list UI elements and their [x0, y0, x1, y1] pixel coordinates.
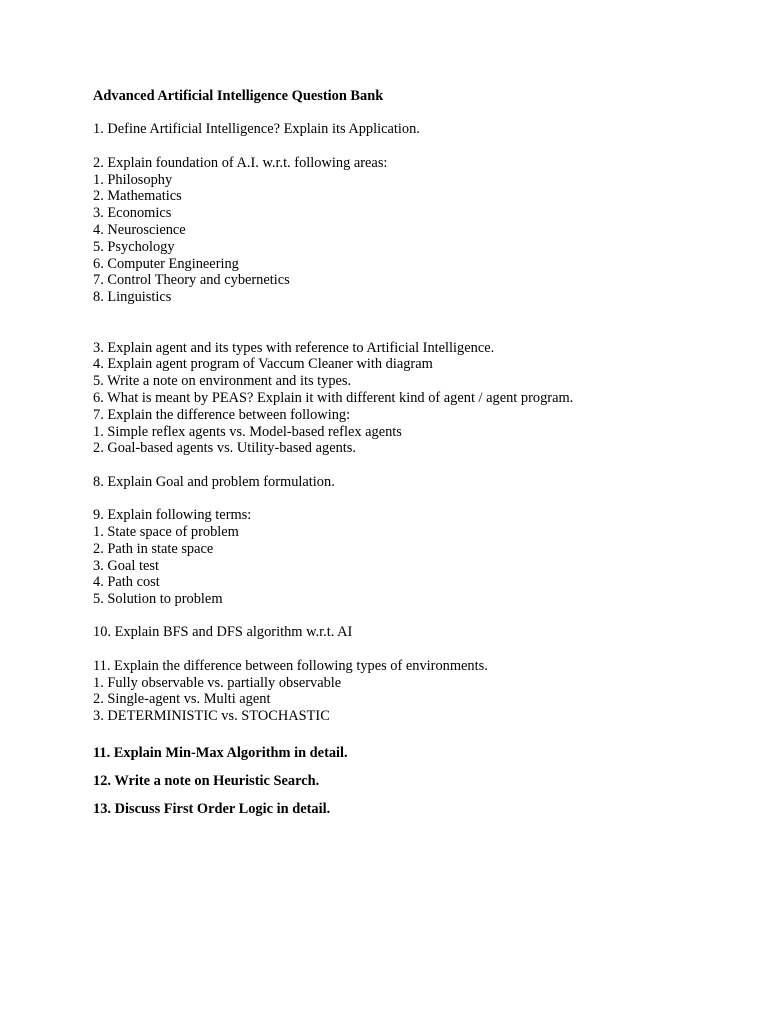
- question-2-item: 2. Mathematics: [93, 188, 182, 205]
- spacer: [93, 790, 733, 801]
- question-7-item: 1. Simple reflex agents vs. Model-based reflex agents: [93, 423, 402, 440]
- question-5: 5. Write a note on environment and its types.: [93, 373, 352, 390]
- spacer: [93, 457, 733, 474]
- spacer: [93, 491, 733, 508]
- question-11-item: 2. Single-agent vs. Multi agent: [93, 691, 271, 708]
- question-9: 9. Explain following terms:: [93, 507, 252, 524]
- question-1: 1. Define Artificial Intelligence? Explain its Application.: [93, 121, 420, 138]
- question-2-item: 6. Computer Engineering: [93, 255, 239, 272]
- question-7: 7. Explain the difference between following:: [93, 406, 351, 423]
- question-9-item: 4. Path cost: [93, 574, 160, 591]
- question-2-item: 1. Philosophy: [93, 171, 173, 188]
- question-9-item: 5. Solution to problem: [93, 591, 223, 608]
- spacer: [93, 138, 733, 155]
- question-2-item: 5. Psychology: [93, 238, 175, 255]
- question-bank-page: [93, 88, 733, 817]
- question-2: 2. Explain foundation of A.I. w.r.t. following areas:: [93, 154, 388, 171]
- question-2-item: 8. Linguistics: [93, 289, 172, 306]
- question-7-item: 2. Goal-based agents vs. Utility-based agents.: [93, 440, 356, 457]
- question-9-item: 2. Path in state space: [93, 540, 214, 557]
- spacer: [93, 608, 733, 625]
- question-9-item: 3. Goal test: [93, 557, 159, 574]
- question-10: 10. Explain BFS and DFS algorithm w.r.t. AI: [93, 624, 353, 641]
- spacer: [93, 725, 733, 745]
- question-11: 11. Explain the difference between following types of environments.: [93, 657, 488, 674]
- question-13: 13. Discuss First Order Logic in detail.: [93, 800, 331, 817]
- question-2-item: 3. Economics: [93, 205, 172, 222]
- question-11-minmax: 11. Explain Min-Max Algorithm in detail.: [93, 745, 348, 762]
- spacer: [93, 762, 733, 773]
- spacer: [93, 105, 733, 122]
- question-2-item: 4. Neuroscience: [93, 221, 186, 238]
- spacer: [93, 306, 733, 340]
- question-6: 6. What is meant by PEAS? Explain it with different kind of agent / agent program.: [93, 389, 574, 406]
- question-2-item: 7. Control Theory and cybernetics: [93, 272, 290, 289]
- spacer: [93, 641, 733, 658]
- question-9-item: 1. State space of problem: [93, 523, 239, 540]
- question-12: 12. Write a note on Heuristic Search.: [93, 772, 320, 789]
- question-3: 3. Explain agent and its types with reference to Artificial Intelligence.: [93, 339, 495, 356]
- question-11-item: 1. Fully observable vs. partially observable: [93, 674, 342, 691]
- question-11-item: 3. DETERMINISTIC vs. STOCHASTIC: [93, 708, 330, 725]
- question-8: 8. Explain Goal and problem formulation.: [93, 473, 335, 490]
- document-title: Advanced Artificial Intelligence Question Bank: [93, 88, 384, 104]
- question-4: 4. Explain agent program of Vaccum Cleaner with diagram: [93, 356, 433, 373]
